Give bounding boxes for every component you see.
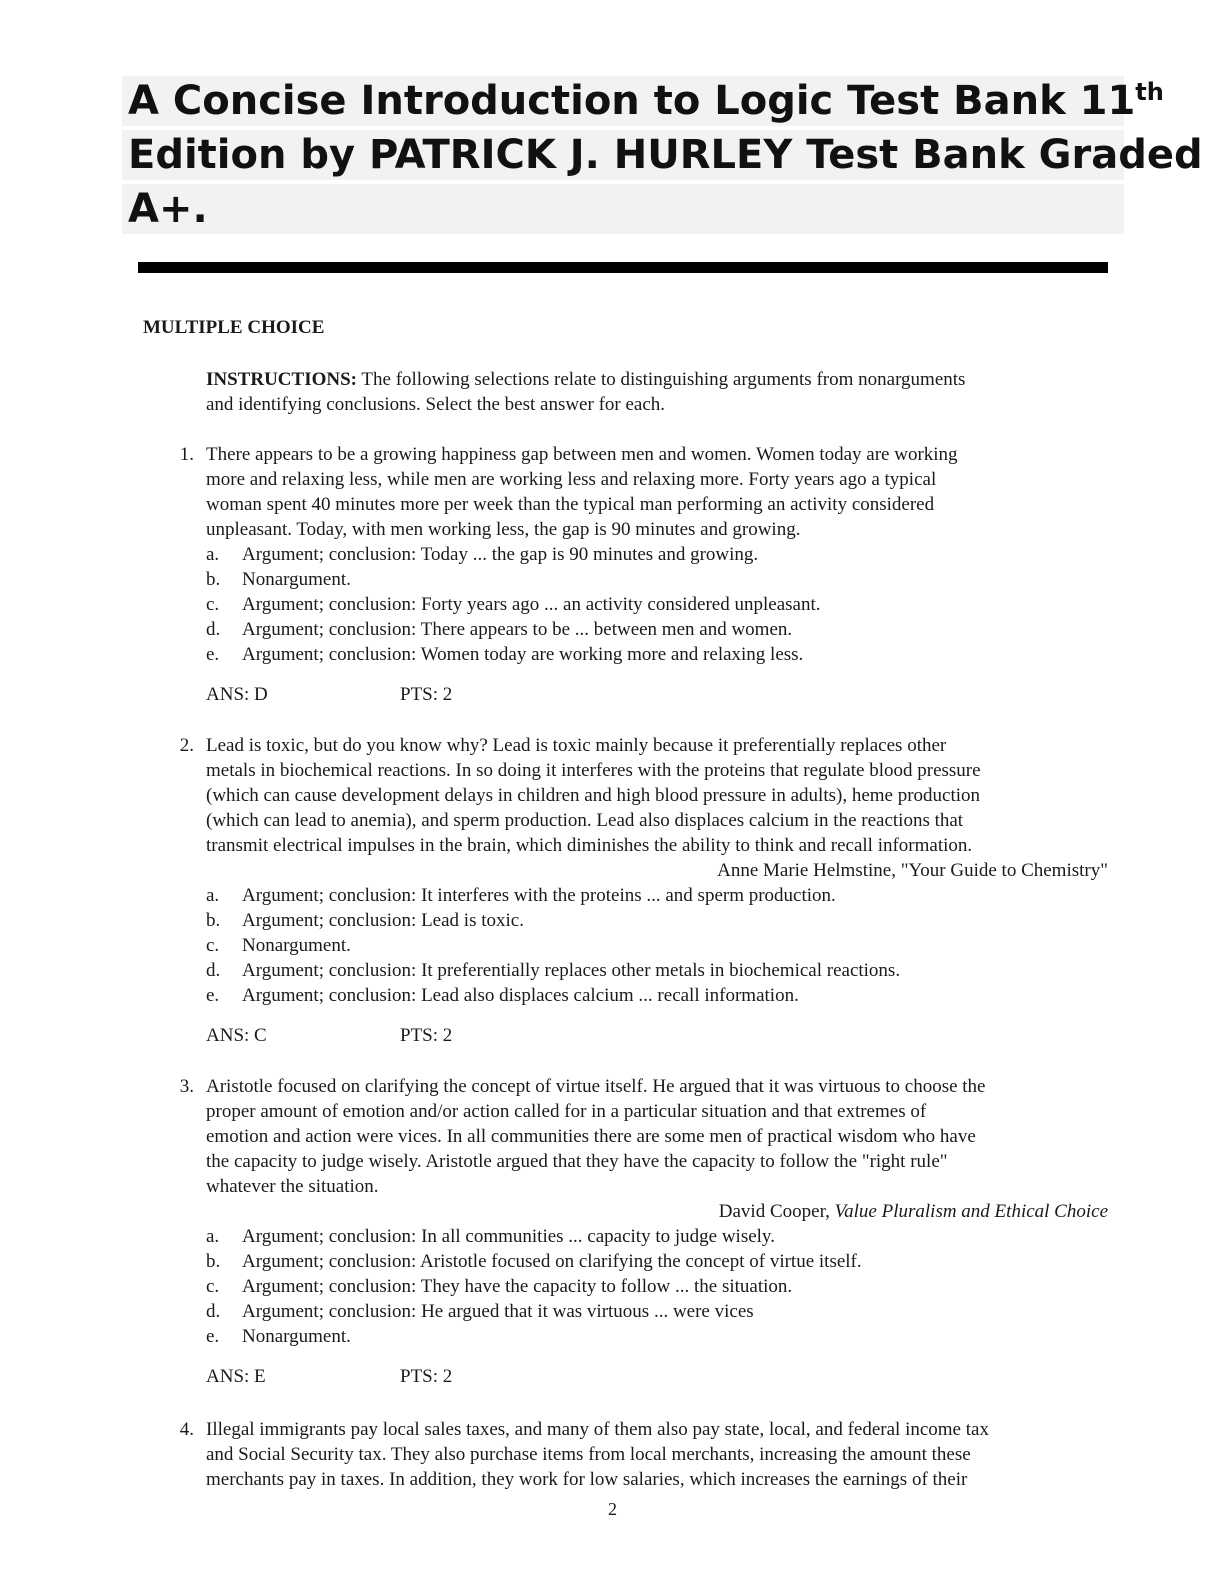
option-text: Argument; conclusion: They have the capacity to follow ... the situation. — [242, 1276, 793, 1297]
question-number: 3. — [179, 1076, 194, 1097]
option-d — [206, 617, 1108, 642]
option-text: Argument; conclusion: There appears to be ... between men and women. — [242, 619, 793, 640]
option-letter: e. — [206, 985, 220, 1006]
question-text — [206, 1074, 1108, 1199]
question-line: metals in biochemical reactions. In so doing it interferes with the proteins that regulate blood pressure — [206, 760, 981, 781]
question-text — [206, 733, 1108, 858]
option-letter: b. — [206, 569, 221, 590]
question-line: merchants pay in taxes. In addition, they work for low salaries, which increases the earnings of their — [206, 1469, 968, 1490]
option-letter: c. — [206, 594, 220, 615]
option-text: Argument; conclusion: Aristotle focused on clarifying the concept of virtue itself. — [242, 1251, 862, 1272]
question-line: unpleasant. Today, with men working less, the gap is 90 minutes and growing. — [206, 519, 801, 540]
answer-label: ANS: E — [206, 1366, 266, 1387]
question-text — [206, 442, 1108, 542]
answer-label: ANS: D — [206, 684, 268, 705]
option-letter: d. — [206, 619, 221, 640]
option-b — [206, 1249, 1108, 1274]
question-line: and Social Security tax. They also purchase items from local merchants, increasing the amount these — [206, 1444, 971, 1465]
answer-key — [206, 1364, 1108, 1389]
question-number: 2. — [179, 735, 194, 756]
document-title — [122, 76, 1203, 238]
option-letter: b. — [206, 910, 221, 931]
option-d — [206, 1299, 1108, 1324]
question-line: more and relaxing less, while men are working less and relaxing more. Forty years ago a typical — [206, 469, 937, 490]
question-line: whatever the situation. — [206, 1176, 379, 1197]
option-text: Argument; conclusion: Lead also displaces calcium ... recall information. — [242, 985, 799, 1006]
option-c — [206, 933, 1108, 958]
instructions-label: INSTRUCTIONS: — [206, 369, 357, 390]
question-4 — [160, 1417, 1108, 1492]
title-divider — [138, 262, 1108, 273]
option-text: Argument; conclusion: Women today are working more and relaxing less. — [242, 644, 804, 665]
title-line-2: Edition by PATRICK J. HURLEY Test Bank Graded — [122, 130, 1124, 180]
option-letter: e. — [206, 1326, 220, 1347]
source-citation: Anne Marie Helmstine, "Your Guide to Chemistry" — [717, 860, 1108, 881]
option-a — [206, 1224, 1108, 1249]
option-letter: b. — [206, 1251, 221, 1272]
question-text — [206, 1417, 1108, 1492]
option-text: Argument; conclusion: In all communities ... capacity to judge wisely. — [242, 1226, 775, 1247]
question-line: There appears to be a growing happiness gap between men and women. Women today are working — [206, 444, 958, 465]
answer-options — [206, 1224, 1108, 1349]
question-number: 4. — [179, 1419, 194, 1440]
answer-options — [206, 883, 1108, 1008]
question-line: Illegal immigrants pay local sales taxes, and many of them also pay state, local, and federal income tax — [206, 1419, 989, 1440]
question-line: transmit electrical impulses in the brain, which diminishes the ability to think and recall information. — [206, 835, 973, 856]
option-text: Nonargument. — [242, 569, 351, 590]
question-line: the capacity to judge wisely. Aristotle argued that they have the capacity to follow the "right rule" — [206, 1151, 948, 1172]
option-text: Nonargument. — [242, 1326, 351, 1347]
option-e — [206, 1324, 1108, 1349]
instructions-line: The following selections relate to distinguishing arguments from nonarguments — [361, 369, 966, 390]
points-label: PTS: 2 — [400, 1025, 453, 1046]
question-line: (which can lead to anemia), and sperm production. Lead also displaces calcium in the reactions that — [206, 810, 964, 831]
option-letter: c. — [206, 935, 220, 956]
source-title: Value Pluralism and Ethical Choice — [834, 1201, 1108, 1222]
points-label: PTS: 2 — [400, 1366, 453, 1387]
option-letter: d. — [206, 960, 221, 981]
option-c — [206, 1274, 1108, 1299]
option-letter: a. — [206, 544, 220, 565]
option-text: Argument; conclusion: Lead is toxic. — [242, 910, 524, 931]
instructions — [206, 367, 1106, 417]
option-letter: c. — [206, 1276, 220, 1297]
source-citation — [160, 1199, 1108, 1224]
title-line-3: A+. — [122, 184, 1124, 234]
answer-key — [206, 682, 1108, 707]
option-text: Argument; conclusion: Today ... the gap is 90 minutes and growing. — [242, 544, 759, 565]
section-heading: MULTIPLE CHOICE — [143, 317, 325, 338]
option-a — [206, 542, 1108, 567]
option-text: Argument; conclusion: It interferes with the proteins ... and sperm production. — [242, 885, 836, 906]
question-line: woman spent 40 minutes more per week than the typical man performing an activity considered — [206, 494, 935, 515]
question-2 — [160, 733, 1108, 1048]
option-letter: d. — [206, 1301, 221, 1322]
option-letter: e. — [206, 644, 220, 665]
question-1 — [160, 442, 1108, 707]
option-e — [206, 983, 1108, 1008]
question-line: Aristotle focused on clarifying the concept of virtue itself. He argued that it was virtuous to choose the — [206, 1076, 986, 1097]
answer-label: ANS: C — [206, 1025, 267, 1046]
option-text: Argument; conclusion: It preferentially replaces other metals in biochemical reactions. — [242, 960, 901, 981]
option-c — [206, 592, 1108, 617]
option-text: Argument; conclusion: Forty years ago ... an activity considered unpleasant. — [242, 594, 821, 615]
instructions-line: and identifying conclusions. Select the best answer for each. — [206, 394, 666, 415]
question-line: (which can cause development delays in children and high blood pressure in adults), heme production — [206, 785, 981, 806]
question-line: Lead is toxic, but do you know why? Lead is toxic mainly because it preferentially replaces other — [206, 735, 947, 756]
option-text: Argument; conclusion: He argued that it was virtuous ... were vices — [242, 1301, 754, 1322]
question-number: 1. — [179, 444, 194, 465]
answer-key — [206, 1023, 1108, 1048]
option-text: Nonargument. — [242, 935, 351, 956]
option-e — [206, 642, 1108, 667]
title-line-1: A Concise Introduction to Logic Test Bank 11th — [122, 76, 1124, 126]
option-b — [206, 567, 1108, 592]
option-letter: a. — [206, 1226, 220, 1247]
option-a — [206, 883, 1108, 908]
question-3 — [160, 1074, 1108, 1389]
option-d — [206, 958, 1108, 983]
page-number: 2 — [608, 1499, 617, 1519]
option-b — [206, 908, 1108, 933]
points-label: PTS: 2 — [400, 684, 453, 705]
source-author: David Cooper, — [718, 1201, 835, 1222]
answer-options — [206, 542, 1108, 667]
question-line: emotion and action were vices. In all communities there are some men of practical wisdom who have — [206, 1126, 976, 1147]
option-letter: a. — [206, 885, 220, 906]
question-line: proper amount of emotion and/or action called for in a particular situation and that extremes of — [206, 1101, 927, 1122]
